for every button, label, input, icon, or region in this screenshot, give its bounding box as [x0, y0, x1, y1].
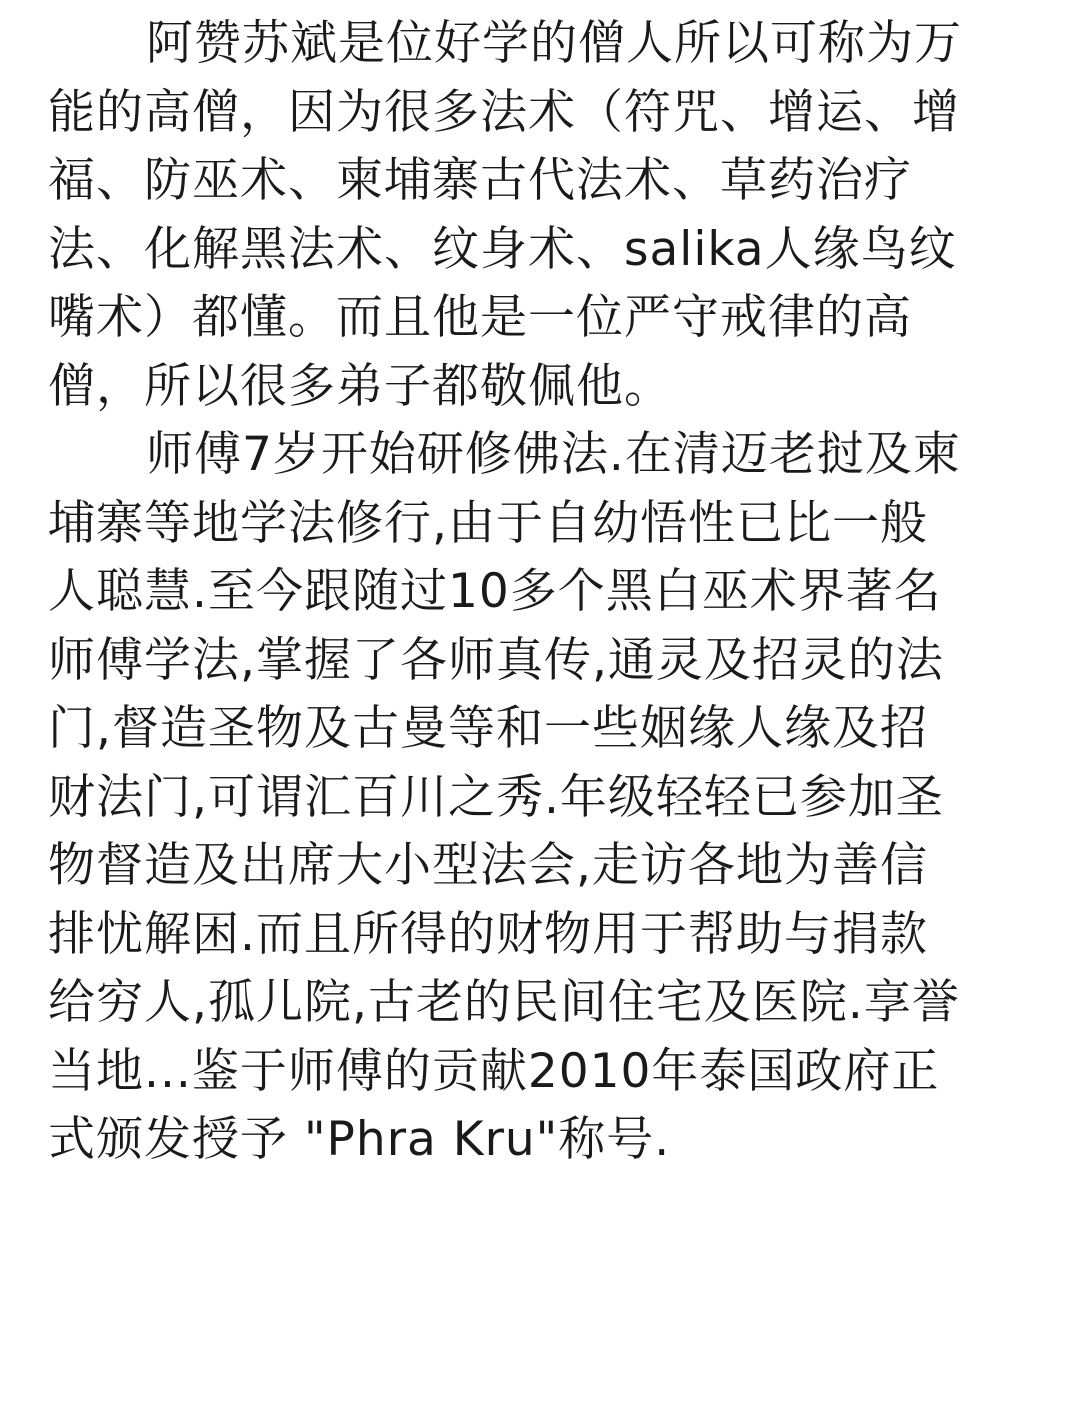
text-line: 财法门,可谓汇百川之秀.年级轻轻已参加圣	[48, 769, 944, 825]
paragraph-1	[48, 10, 1063, 421]
text-line: 嘴术）都懂。而且他是一位严守戒律的高	[48, 290, 912, 345]
text-line: 物督造及出席大小型法会,走访各地为善信	[48, 838, 928, 893]
text-line: 当地...鉴于师傅的贡献2010年泰国政府正	[48, 1043, 940, 1099]
text-line: 人聪慧.至今跟随过10多个黑白巫术界著名	[48, 564, 942, 619]
text-line: 式颁发授予 "Phra Kru"称号.	[48, 1112, 671, 1167]
text-line: 埔寨等地学法修行,由于自幼悟性已比一般	[48, 495, 928, 551]
text-line: 门,督造圣物及古曼等和一些姻缘人缘及招	[48, 701, 928, 756]
text-line: 排忧解困.而且所得的财物用于帮助与捐款	[48, 906, 928, 962]
paragraph-2	[48, 421, 1063, 1175]
text-line: 师傅7岁开始研修佛法.在清迈老挝及柬	[146, 427, 961, 482]
text-line: 福、防巫术、柬埔寨古代法术、草药治疗	[48, 153, 912, 208]
text-line: 僧，所以很多弟子都敬佩他。	[48, 358, 672, 414]
text-line: 给穷人,孤儿院,古老的民间住宅及医院.享誉	[48, 975, 960, 1030]
text-line: 阿赞苏斌是位好学的僧人所以可称为万	[146, 16, 962, 71]
text-line: 法、化解黑法术、纹身术、salika人缘鸟纹	[48, 221, 957, 277]
text-line: 能的高僧，因为很多法术（符咒、增运、增	[48, 84, 960, 140]
text-line: 师傅学法,掌握了各师真传,通灵及招灵的法	[48, 632, 944, 688]
article-body	[48, 10, 1063, 1175]
